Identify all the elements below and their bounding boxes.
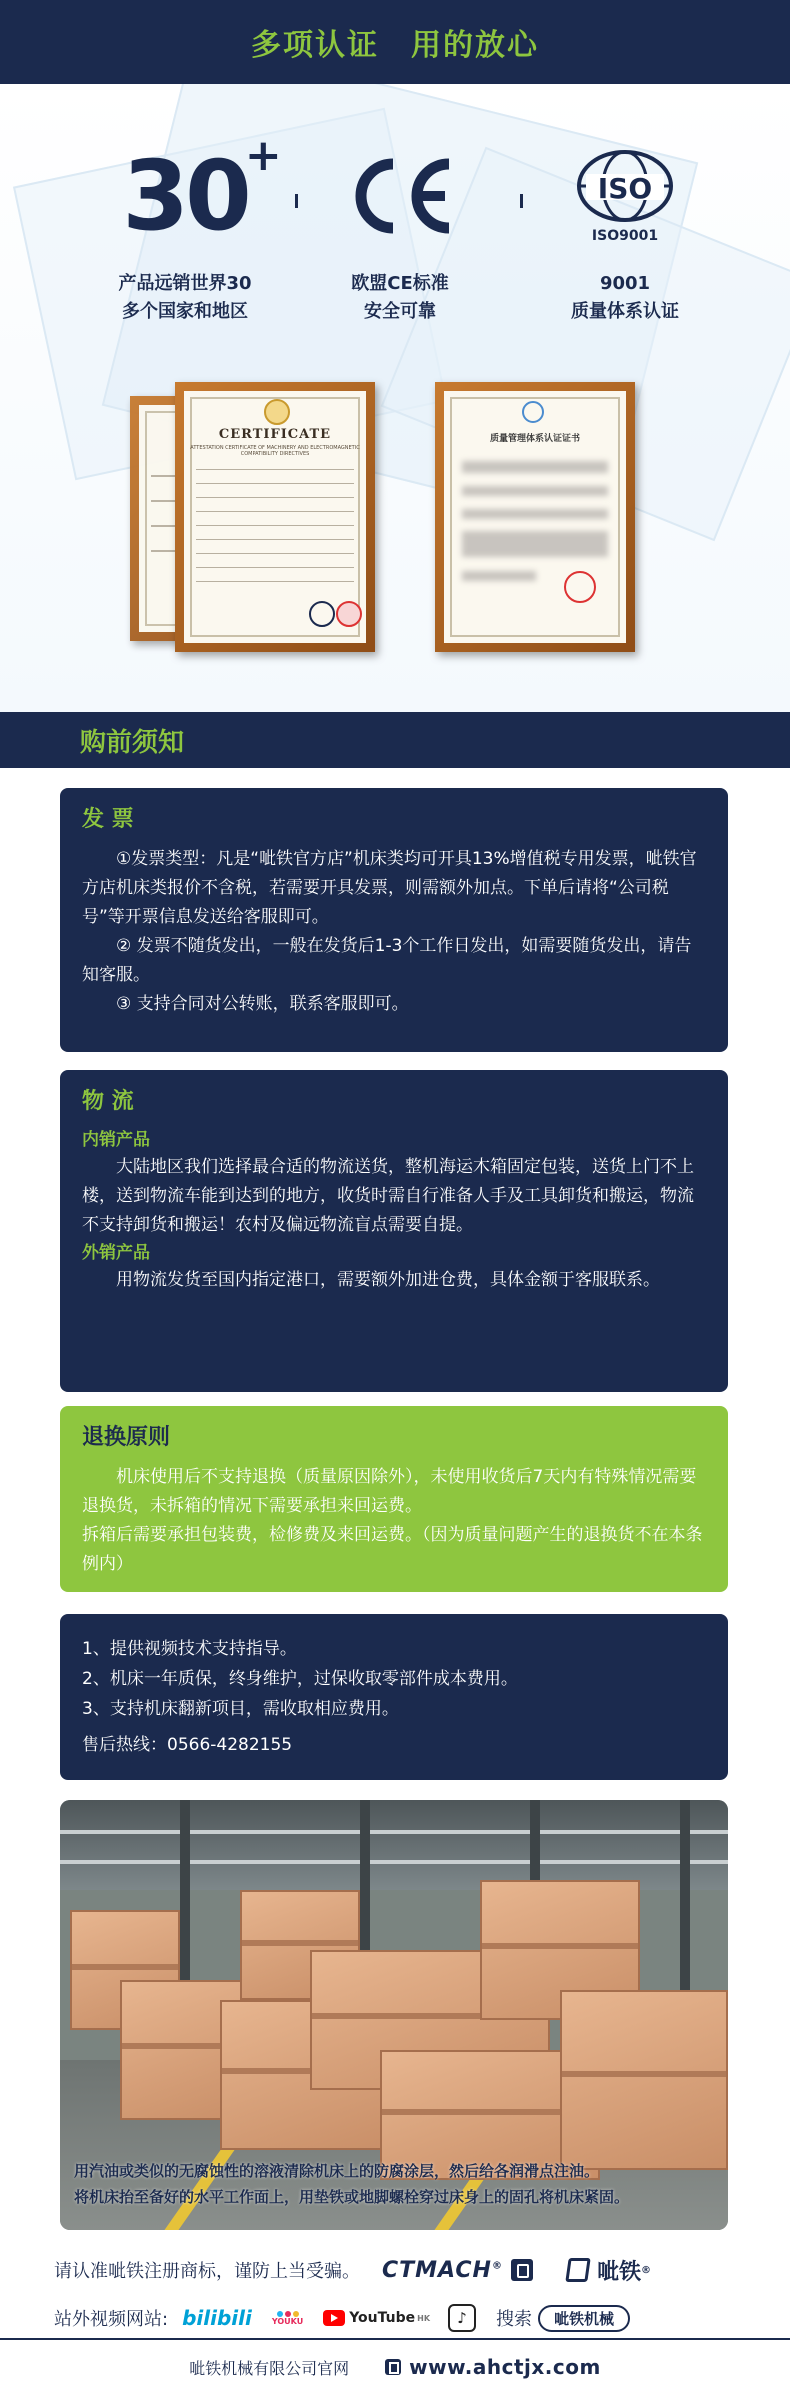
video-sites-label: 站外视频网站: xyxy=(54,2309,169,2330)
badge-caption: 产品远销世界30 xyxy=(118,273,252,294)
badge-ce xyxy=(300,144,500,326)
photo-caption: 将机床抬至备好的水平工作面上，用垫铁或地脚螺栓穿过床身上的固孔将机床紧固。 xyxy=(74,2188,630,2206)
section-title: 购前须知 xyxy=(80,727,185,758)
export-text: 用物流发货至国内指定港口，需要额外加进仓费，具体金额于客服联系。 xyxy=(116,1270,660,1290)
service-item: 2、机床一年质保，终身维护，过保收取零部件成本费用。 xyxy=(82,1669,518,1689)
badge-iso xyxy=(520,144,730,326)
video-sites-row xyxy=(54,2298,744,2338)
search-term-box[interactable]: 呲铁机械 xyxy=(538,2305,630,2332)
returns-paragraph: 拆箱后需要承担包装费，检修费及来回运费。（因为质量问题产生的退换货不在本条例内） xyxy=(82,1525,703,1574)
search-label: 搜索 xyxy=(496,2309,533,2330)
tiktok-icon[interactable]: ♪ xyxy=(448,2304,476,2332)
footer-bar xyxy=(0,2344,790,2390)
badge-row xyxy=(0,130,790,404)
youku-link[interactable]: YOUKU xyxy=(272,2311,303,2326)
service-card xyxy=(60,1614,728,1780)
certificate-title: CERTIFICATE xyxy=(218,427,332,442)
header-band xyxy=(0,0,790,84)
badge-caption: 安全可靠 xyxy=(364,301,436,322)
trademark-warning: 请认准呲铁注册商标，谨防上当受骗。 xyxy=(54,2261,360,2282)
iso-globe-icon xyxy=(520,144,730,248)
bilibili-link[interactable]: bilibili xyxy=(182,2306,252,2330)
header-title: 多项认证 用的放心 xyxy=(251,28,539,63)
export-label: 外销产品 xyxy=(82,1243,150,1263)
photo-caption: 用汽油或类似的无腐蚀性的溶液清除机床上的防腐涂层，然后给各润滑点注油。 xyxy=(74,2162,600,2180)
logistics-card xyxy=(60,1070,728,1392)
ce-certificate xyxy=(184,391,366,643)
trademark-row xyxy=(54,2250,744,2290)
badge-30-countries xyxy=(80,130,290,326)
domestic-text: 大陆地区我们选择最合适的物流送货，整机海运木箱固定包装，送货上门不上楼，送到物流车能到达到的地方，收货时需自行准备人手及工具卸货和搬运，物流不支持卸货和搬运！农村及偏远物流盲点需要自提。 xyxy=(82,1157,694,1235)
brand-mark-icon xyxy=(565,2258,590,2282)
youtube-play-icon xyxy=(323,2310,345,2326)
website-url[interactable]: www.ahctjx.com xyxy=(409,2355,601,2379)
company-name: 呲铁机械有限公司官网 xyxy=(189,2358,350,2378)
svg-text:ISO9001: ISO9001 xyxy=(591,228,659,244)
service-item: 3、支持机床翻新项目，需收取相应费用。 xyxy=(82,1699,399,1719)
invoice-paragraph: ② 发票不随货发出，一般在发货后1-3个工作日发出，如需要随货发出，请告知客服。 xyxy=(82,936,692,985)
ctmach-logo: CTMACH® xyxy=(382,2257,503,2283)
youtube-link[interactable]: YouTube HK xyxy=(323,2310,430,2326)
badge-caption: 9001 xyxy=(599,273,651,294)
badge-caption: 质量体系认证 xyxy=(571,301,679,322)
certification-section xyxy=(0,84,790,712)
service-item: 1、提供视频技术支持指导。 xyxy=(82,1639,297,1659)
domestic-label: 内销产品 xyxy=(82,1130,150,1150)
website-icon xyxy=(385,2359,401,2375)
iso-certificate-frame xyxy=(435,382,635,652)
divider xyxy=(295,194,298,208)
badge-caption: 欧盟CE标准 xyxy=(351,273,449,294)
footer-divider xyxy=(0,2338,790,2340)
iso-certificate xyxy=(444,391,626,643)
certificate-title: 质量管理体系认证证书 xyxy=(489,434,580,444)
certificate-subtitle: ATTESTATION CERTIFICATE OF MACHINERY AND ELECTROMAGNETIC COMPATIBILITY DIRECTIVES xyxy=(190,445,360,457)
red-stamp-icon xyxy=(564,571,596,603)
service-hotline: 售后热线：0566-4282155 xyxy=(82,1735,293,1755)
invoice-paragraph: ①发票类型：凡是“呲铁官方店”机床类均可开具13%增值税专用发票，呲铁官方店机床类报价不含税，若需要开具发票，则需额外加点。下单后请将“公司税号”等开票信息发送给客服即可。 xyxy=(82,849,697,927)
returns-card xyxy=(60,1406,728,1592)
invoice-title: 发 票 xyxy=(82,807,134,832)
ce-mark-icon xyxy=(300,144,500,248)
badge-30-mark: 30 + xyxy=(122,130,278,252)
brand-cn-logo: 呲铁 ® xyxy=(567,2255,651,2286)
brand-icon xyxy=(511,2259,533,2281)
invoice-paragraph: ③ 支持合同对公转账，联系客服即可。 xyxy=(116,994,409,1014)
returns-title: 退换原则 xyxy=(82,1425,171,1450)
ce-stamp-icon xyxy=(309,601,335,627)
svg-text:ISO: ISO xyxy=(597,172,653,205)
warehouse-photo xyxy=(60,1800,728,2230)
logistics-title: 物 流 xyxy=(82,1089,134,1114)
invoice-card xyxy=(60,788,728,1052)
returns-paragraph: 机床使用后不支持退换（质量原因除外），未使用收货后7天内有特殊情况需要退换货，未拆箱的情况下需要承担来回运费。 xyxy=(82,1467,697,1516)
seal-icon xyxy=(264,399,290,425)
red-stamp-icon xyxy=(336,601,362,627)
section-header xyxy=(0,712,790,768)
badge-caption: 多个国家和地区 xyxy=(122,301,248,322)
ce-certificate-frame xyxy=(175,382,375,652)
logo-icon xyxy=(522,401,544,423)
